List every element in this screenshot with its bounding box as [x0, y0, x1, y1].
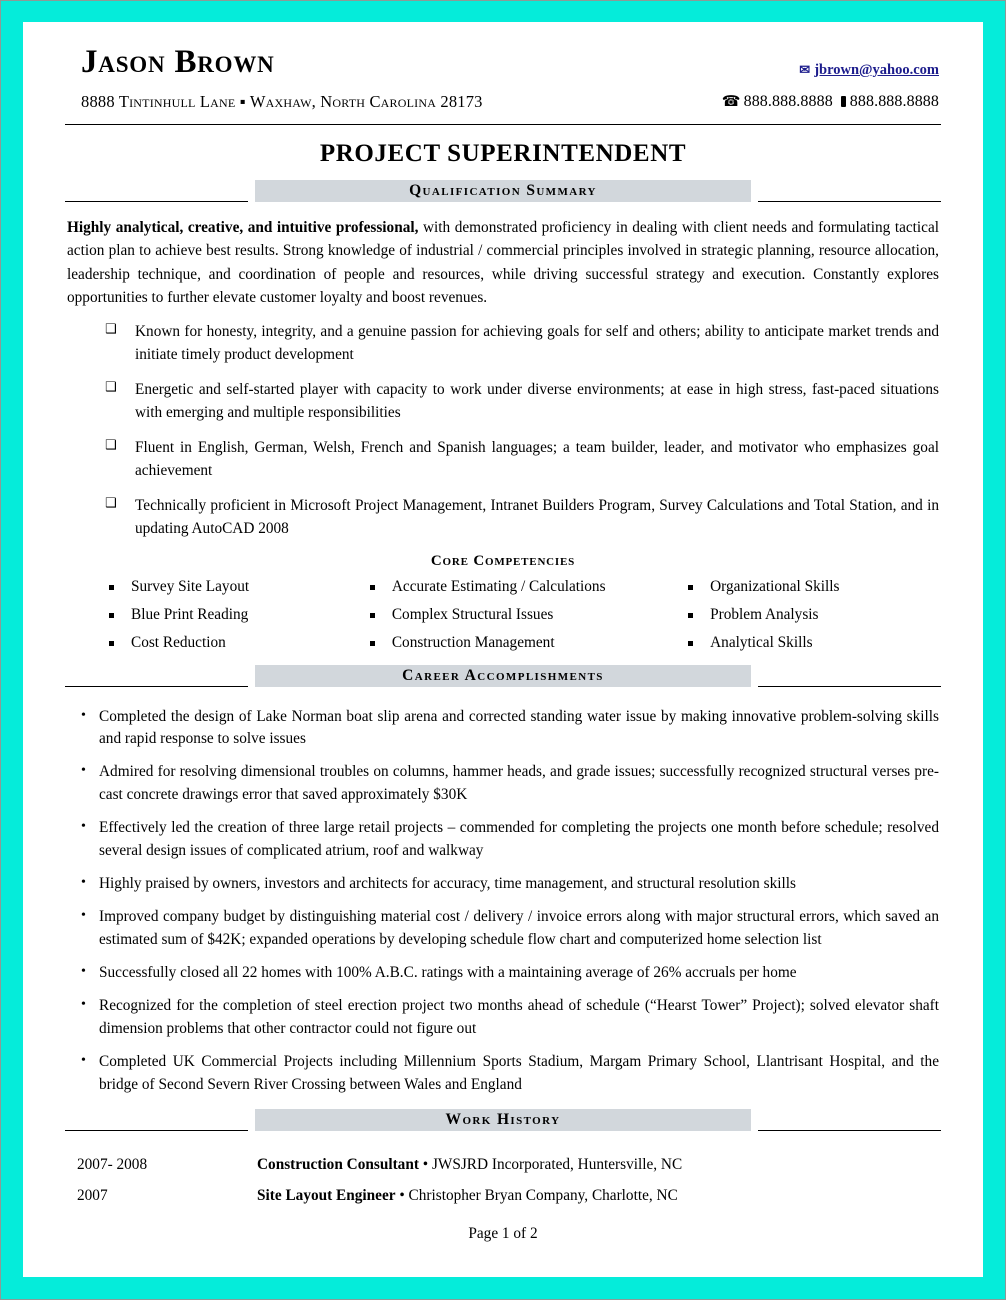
core-competencies-title: Core Competencies	[430, 552, 576, 569]
section-header-work-history	[65, 1109, 941, 1139]
list-item: Cost Reduction	[101, 634, 362, 652]
list-item: • Highly praised by owners, investors and architects for accuracy, time management, and structural resolution skills	[81, 873, 939, 896]
qualification-bullet-list	[65, 321, 941, 541]
accomplishments-bullet-list	[65, 706, 941, 1097]
list-item: Analytical Skills	[680, 634, 941, 652]
list-item: ❑ Fluent in English, German, Welsh, French and Spanish languages; a team builder, leader, and motivator who emphasizes goal achievement	[105, 437, 939, 483]
section-title-work-history: Work History	[255, 1109, 751, 1131]
list-item: • Recognized for the completion of steel erection project two months ahead of schedule (“Hearst Tower” Project); solved elevator shaft dimension problems that other contractor could not figure out	[81, 995, 939, 1041]
section-rule-left	[65, 686, 248, 687]
summary-paragraph	[67, 216, 939, 309]
email-link[interactable]: jbrown@yahoo.com	[814, 62, 939, 78]
list-item: ❑ Energetic and self-started player with capacity to work under diverse environments; at ease in high stress, fast-paced situations with emerging and multiple responsibilities	[105, 379, 939, 425]
mobile-phone-icon	[841, 96, 846, 107]
summary-lead: Highly analytical, creative, and intuitive professional,	[67, 219, 419, 236]
candidate-name: Jason Brown	[81, 44, 275, 80]
section-rule-left	[65, 1130, 248, 1131]
work-years: 2007	[77, 1186, 108, 1204]
list-item: Problem Analysis	[680, 606, 941, 624]
page-footer: Page 1 of 2	[468, 1224, 538, 1242]
section-rule-right	[758, 686, 941, 687]
list-item: Blue Print Reading	[101, 606, 362, 624]
list-item: • Improved company budget by distinguishing material cost / delivery / invoice errors along with major structural errors, which saved an estimated sum of $42K; expanded operations by developing schedule flow chart and computerized home selection list	[81, 906, 939, 952]
work-position	[257, 1153, 941, 1184]
phone-contact	[722, 92, 939, 111]
section-rule-right	[758, 201, 941, 202]
work-separator: •	[418, 1155, 432, 1173]
phone-primary: 888.888.8888	[743, 93, 833, 110]
resume-header	[65, 36, 941, 122]
header-divider	[65, 124, 941, 125]
section-rule-left	[65, 201, 248, 202]
work-position	[257, 1184, 941, 1215]
work-company: Christopher Bryan Company, Charlotte, NC	[408, 1186, 678, 1204]
list-item: • Completed UK Commercial Projects including Millennium Sports Stadium, Margam Primary School, Llantrisant Hospital, and the bridge of Second Severn River Crossing between Wales and England	[81, 1051, 939, 1097]
list-item: • Effectively led the creation of three large retail projects – commended for completing the projects one month before schedule; resolved several design issues of complicated atrium, roof and walkway	[81, 817, 939, 863]
section-title-career-accomplishments: Career Accomplishments	[255, 665, 751, 687]
list-item: ❑ Known for honesty, integrity, and a genuine passion for achieving goals for self and others; ability to anticipate market trends and initiate timely product development	[105, 321, 939, 367]
resume-document	[23, 22, 983, 1277]
work-role-title: Site Layout Engineer	[257, 1186, 396, 1204]
telephone-icon: ☎	[721, 94, 741, 110]
envelope-icon: ✉	[799, 62, 811, 77]
work-role-title: Construction Consultant	[257, 1155, 419, 1173]
job-title: PROJECT SUPERINTENDENT	[319, 140, 687, 167]
list-item: • Completed the design of Lake Norman boat slip arena and corrected standing water issue by making innovative problem-solving skills and rapid response to solve issues	[81, 706, 939, 752]
work-history-table	[65, 1153, 941, 1215]
table-row	[65, 1184, 941, 1215]
section-header-career-accomplishments	[65, 665, 941, 695]
list-item: Organizational Skills	[680, 578, 941, 596]
work-company: JWSJRD Incorporated, Huntersville, NC	[431, 1155, 683, 1173]
email-contact[interactable]	[799, 62, 939, 79]
list-item: Construction Management	[362, 634, 680, 652]
list-item: Survey Site Layout	[101, 578, 362, 596]
list-item: Accurate Estimating / Calculations	[362, 578, 680, 596]
work-years: 2007- 2008	[77, 1155, 148, 1173]
summary-rest: with demonstrated proficiency in dealing with client needs and formulating tactical action plan to achieve best results. Strong knowledge of industrial / commercial principles involved in strategic planning, resource allocation, leadership technique, and coordination of people and resources, while driving successful strategy and execution. Constantly explores opportunities to further elevate customer loyalty and boost revenues.	[67, 219, 939, 306]
table-row	[65, 1153, 941, 1184]
core-competencies-grid	[101, 578, 941, 653]
list-item: • Successfully closed all 22 homes with 100% A.B.C. ratings with a maintaining average of 26% accruals per home	[81, 962, 939, 985]
section-header-qualification-summary	[65, 180, 941, 210]
list-item: ❑ Technically proficient in Microsoft Project Management, Intranet Builders Program, Survey Calculations and Total Station, and in updating AutoCAD 2008	[105, 495, 939, 541]
phone-secondary: 888.888.8888	[849, 93, 939, 110]
section-rule-right	[758, 1130, 941, 1131]
candidate-address: 8888 Tintinhull Lane ▪ Waxhaw, North Carolina 28173	[81, 92, 483, 111]
section-title-qualification-summary: Qualification Summary	[255, 180, 751, 202]
work-separator: •	[395, 1186, 409, 1204]
list-item: Complex Structural Issues	[362, 606, 680, 624]
list-item: • Admired for resolving dimensional troubles on columns, hammer heads, and grade issues; successfully recognized structural verses pre-cast concrete drawings error that saved approximately $30K	[81, 761, 939, 807]
